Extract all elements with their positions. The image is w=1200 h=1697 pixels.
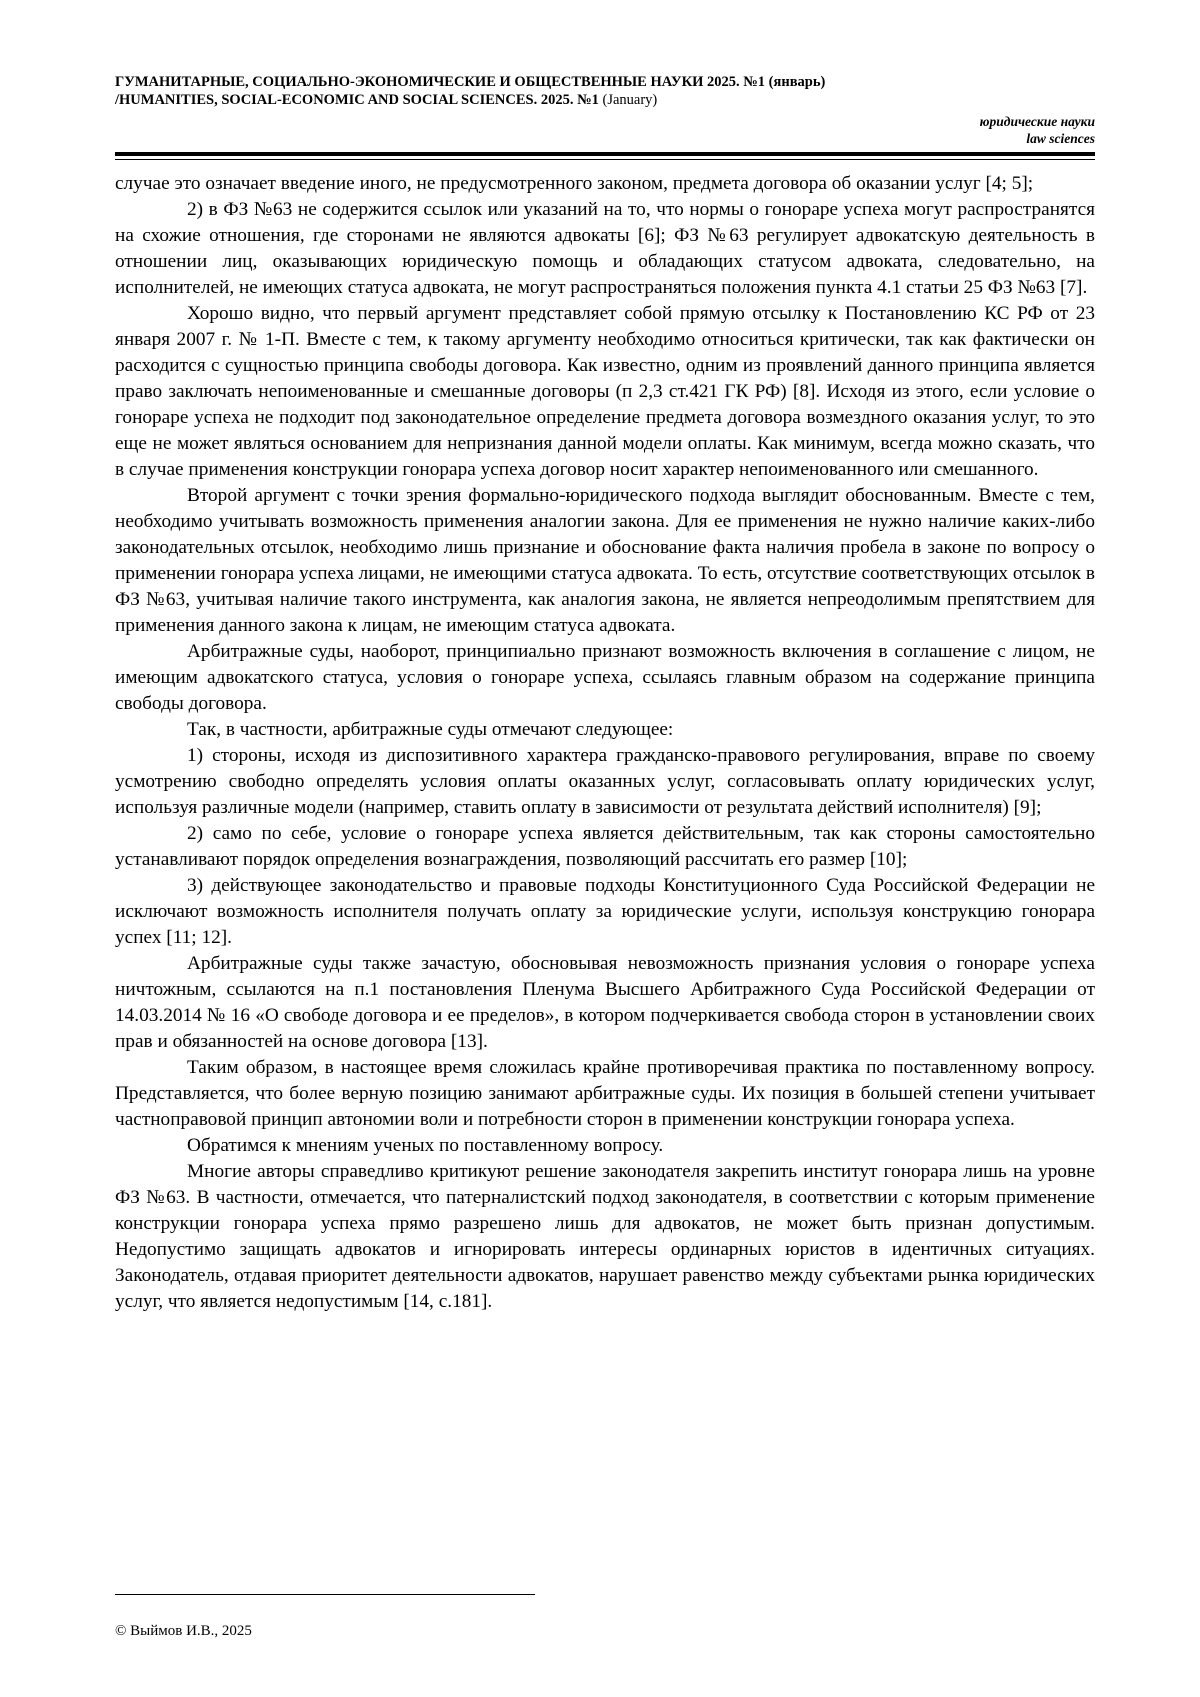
paragraph: Обратимся к мнениям ученых по поставленному вопросу. bbox=[187, 1135, 664, 1156]
paragraph: 2) в ФЗ №63 не содержится ссылок или указаний на то, что нормы о гонораре успеха могут распространятся на схожие отношения, где сторонами не являются адвокаты [6]; ФЗ №63 регулирует адвокатскую деятельность в отношении лиц, оказывающих юридическую помощь и обладающих статусом адвоката, следовательно, на исполнителей, не имеющих статуса адвоката, не могут распространяться положения пункта 4.1 статьи 25 ФЗ №63 [7]. bbox=[115, 199, 1095, 298]
article-body bbox=[115, 171, 1095, 1315]
paragraph: Так, в частности, арбитражные суды отмечают следующее: bbox=[187, 719, 674, 740]
journal-issue-month-en: (January) bbox=[598, 92, 658, 108]
journal-title-en bbox=[115, 92, 657, 109]
paragraph-continuation: случае это означает введение иного, не предусмотренного законом, предмета договора об оказании услуг [4; 5]; bbox=[115, 173, 1034, 194]
header-rule-thin bbox=[115, 159, 1095, 160]
paragraph: 3) действующее законодательство и правовые подходы Конституционного Суда Российской Федерации не исключают возможность исполнителя получать оплату за юридические услуги, используя конструкцию гонорара успех [11; 12]. bbox=[115, 875, 1095, 948]
paragraph: Арбитражные суды также зачастую, обосновывая невозможность признания условия о гонораре успеха ничтожным, ссылаются на п.1 постановления Пленума Высшего Арбитражного Суда Российской Федерации от 14.03.2014 № 16 «О свободе договора и ее пределов», в котором подчеркивается свобода сторон в установлении своих прав и обязанностей на основе договора [13]. bbox=[115, 953, 1095, 1052]
header-rule-thick bbox=[115, 152, 1095, 156]
paragraph: Арбитражные суды, наоборот, принципиально признают возможность включения в соглашение с лицом, не имеющим адвокатского статуса, условия о гонораре успеха, ссылаясь главным образом на содержание принципа свободы договора. bbox=[115, 641, 1095, 714]
paragraph: Таким образом, в настоящее время сложилась крайне противоречивая практика по поставленному вопросу. Представляется, что более верную позицию занимают арбитражные суды. Их позиция в большей степени учитывает частноправовой принцип автономии воли и потребности сторон в применении конструкции гонорара успеха. bbox=[115, 1057, 1095, 1130]
paragraph: Второй аргумент с точки зрения формально-юридического подхода выглядит обоснованным. Вместе с тем, необходимо учитывать возможность применения аналогии закона. Для ее применения не нужно наличие каких-либо законодательных отсылок, необходимо лишь признание и обоснование факта наличия пробела в законе по вопросу о применении гонорара успеха лицами, не имеющими статуса адвоката. То есть, отсутствие соответствующих отсылок в ФЗ №63, учитывая наличие такого инструмента, как аналогия закона, не является непреодолимым препятствием для применения данного закона к лицам, не имеющим статуса адвоката. bbox=[115, 485, 1095, 636]
rubric-ru: юридические науки bbox=[979, 114, 1095, 129]
copyright-notice: © Выймов И.В., 2025 bbox=[115, 1623, 252, 1639]
journal-title-ru: ГУМАНИТАРНЫЕ, СОЦИАЛЬНО-ЭКОНОМИЧЕСКИЕ И ОБЩЕСТВЕННЫЕ НАУКИ 2025. №1 (январь) bbox=[115, 74, 826, 90]
paragraph: 2) само по себе, условие о гонораре успеха является действительным, так как стороны самостоятельно устанавливают порядок определения вознаграждения, позволяющий рассчитать его размер [10]; bbox=[115, 823, 1095, 870]
paragraph: Хорошо видно, что первый аргумент представляет собой прямую отсылку к Постановлению КС РФ от 23 января 2007 г. № 1-П. Вместе с тем, к такому аргументу необходимо относиться критически, так как фактически он расходится с сущностью принципа свободы договора. Как известно, одним из проявлений данного принципа является право заключать непоименованные и смешанные договоры (п 2,3 ст.421 ГК РФ) [8]. Исходя из этого, если условие о гонораре успеха не подходит под законодательное определение предмета договора возмездного оказания услуг, то это еще не может являться основанием для непризнания данной модели оплаты. Как минимум, всегда можно сказать, что в случае применения конструкции гонорара успеха договор носит характер непоименованного или смешанного. bbox=[115, 303, 1095, 480]
footnote-rule bbox=[115, 1594, 535, 1595]
paragraph: Многие авторы справедливо критикуют решение законодателя закрепить институт гонорара лишь на уровне ФЗ №63. В частности, отмечается, что патерналистский подход законодателя, в соответствии с которым применение конструкции гонорара успеха прямо разрешено лишь для адвокатов, не может быть признан допустимым. Недопустимо защищать адвокатов и игнорировать интересы ординарных юристов в идентичных ситуациях. Законодатель, отдавая приоритет деятельности адвокатов, нарушает равенство между субъектами рынка юридических услуг, что является недопустимым [14, с.181]. bbox=[115, 1161, 1095, 1312]
rubric-en: law sciences bbox=[1026, 131, 1095, 146]
paragraph: 1) стороны, исходя из диспозитивного характера гражданско-правового регулирования, вправе по своему усмотрению свободно определять условия оплаты оказанных услуг, согласовывать оплату юридических услуг, используя различные модели (например, ставить оплату в зависимости от результата действий исполнителя) [9]; bbox=[115, 745, 1095, 818]
journal-title-en-bold: /HUMANITIES, SOCIAL-ECONOMIC AND SOCIAL SCIENCES. 2025. №1 bbox=[115, 92, 599, 108]
